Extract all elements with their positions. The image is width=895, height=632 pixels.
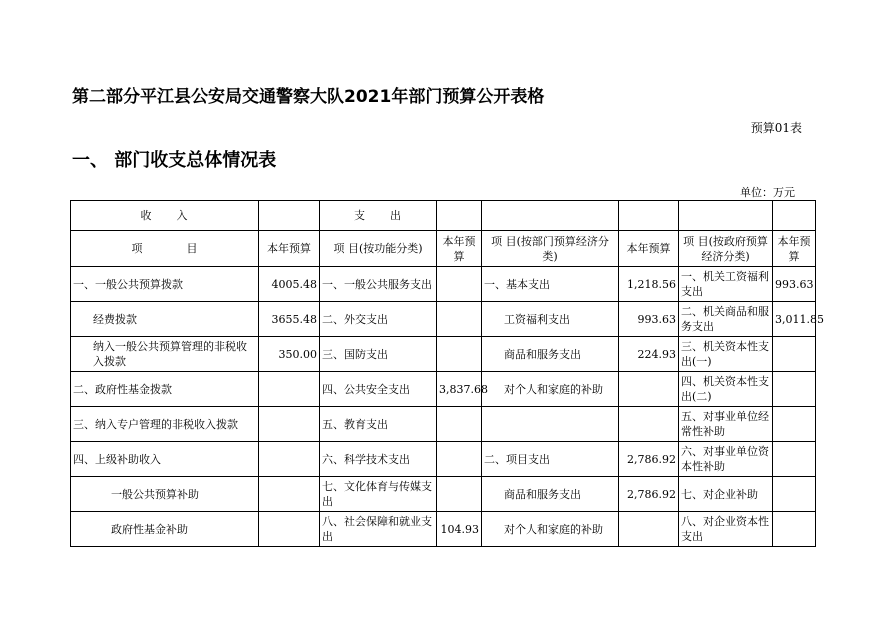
group-header-row bbox=[71, 201, 816, 231]
col-header-gov-item: 项 目(按政府预算经济分类) bbox=[679, 231, 773, 267]
income-amount-cell bbox=[259, 477, 320, 512]
dept-amount-cell: 2,786.92 bbox=[619, 442, 679, 477]
income-group-header: 收 入 bbox=[71, 201, 259, 231]
dept-amount-cell: 224.93 bbox=[619, 337, 679, 372]
gov-item-cell: 五、对事业单位经常性补助 bbox=[679, 407, 773, 442]
dept-item-cell: 商品和服务支出 bbox=[482, 477, 619, 512]
blank-header-cell bbox=[259, 201, 320, 231]
dept-item-cell: 工资福利支出 bbox=[482, 302, 619, 337]
table-row bbox=[71, 407, 816, 442]
expense-group-header: 支 出 bbox=[320, 201, 437, 231]
col-header-func-item: 项 目(按功能分类) bbox=[320, 231, 437, 267]
dept-amount-cell: 1,218.56 bbox=[619, 267, 679, 302]
gov-item-cell: 六、对事业单位资本性补助 bbox=[679, 442, 773, 477]
col-header-dept-amount: 本年预算 bbox=[619, 231, 679, 267]
col-header-gov-amount: 本年预算 bbox=[773, 231, 816, 267]
income-amount-cell: 350.00 bbox=[259, 337, 320, 372]
dept-amount-cell: 993.63 bbox=[619, 302, 679, 337]
income-item-cell: 三、纳入专户管理的非税收入拨款 bbox=[71, 407, 259, 442]
section-title: 一、 部门收支总体情况表 bbox=[72, 150, 277, 171]
income-amount-cell bbox=[259, 407, 320, 442]
gov-amount-cell bbox=[773, 477, 816, 512]
dept-amount-cell bbox=[619, 512, 679, 547]
func-item-cell: 六、科学技术支出 bbox=[320, 442, 437, 477]
table-row bbox=[71, 372, 816, 407]
func-item-cell: 八、社会保障和就业支出 bbox=[320, 512, 437, 547]
gov-item-cell: 七、对企业补助 bbox=[679, 477, 773, 512]
blank-header-cell bbox=[482, 201, 619, 231]
blank-header-cell bbox=[437, 201, 482, 231]
func-item-cell: 三、国防支出 bbox=[320, 337, 437, 372]
income-amount-cell: 4005.48 bbox=[259, 267, 320, 302]
income-amount-cell bbox=[259, 442, 320, 477]
form-number: 预算01表 bbox=[750, 121, 802, 135]
income-item-cell: 纳入一般公共预算管理的非税收入拨款 bbox=[71, 337, 259, 372]
func-item-cell: 五、教育支出 bbox=[320, 407, 437, 442]
table-row bbox=[71, 267, 816, 302]
income-item-cell: 二、政府性基金拨款 bbox=[71, 372, 259, 407]
gov-amount-cell bbox=[773, 372, 816, 407]
gov-item-cell: 四、机关资本性支出(二) bbox=[679, 372, 773, 407]
func-amount-cell bbox=[437, 337, 482, 372]
gov-amount-cell: 3,011.85 bbox=[773, 302, 816, 337]
gov-amount-cell bbox=[773, 407, 816, 442]
document-title: 第二部分平江县公安局交通警察大队2021年部门预算公开表格 bbox=[72, 87, 545, 107]
dept-item-cell bbox=[482, 407, 619, 442]
func-amount-cell: 3,837.68 bbox=[437, 372, 482, 407]
gov-amount-cell bbox=[773, 337, 816, 372]
dept-item-cell: 二、项目支出 bbox=[482, 442, 619, 477]
func-amount-cell: 104.93 bbox=[437, 512, 482, 547]
unit-label: 单位：万元 bbox=[740, 186, 795, 199]
gov-item-cell: 二、机关商品和服务支出 bbox=[679, 302, 773, 337]
gov-amount-cell bbox=[773, 442, 816, 477]
func-item-cell: 七、文化体育与传媒支出 bbox=[320, 477, 437, 512]
budget-summary-table bbox=[70, 200, 824, 547]
func-amount-cell bbox=[437, 477, 482, 512]
func-amount-cell bbox=[437, 267, 482, 302]
func-item-cell: 一、一般公共服务支出 bbox=[320, 267, 437, 302]
table-row bbox=[71, 442, 816, 477]
dept-amount-cell bbox=[619, 407, 679, 442]
table-row bbox=[71, 512, 816, 547]
income-item-cell: 一般公共预算补助 bbox=[71, 477, 259, 512]
func-item-cell: 二、外交支出 bbox=[320, 302, 437, 337]
income-item-cell: 四、上级补助收入 bbox=[71, 442, 259, 477]
table-row bbox=[71, 337, 816, 372]
blank-header-cell bbox=[619, 201, 679, 231]
income-amount-cell: 3655.48 bbox=[259, 302, 320, 337]
gov-amount-cell bbox=[773, 512, 816, 547]
blank-header-cell bbox=[679, 201, 773, 231]
col-header-dept-item: 项 目(按部门预算经济分类) bbox=[482, 231, 619, 267]
func-amount-cell bbox=[437, 407, 482, 442]
table-row bbox=[71, 477, 816, 512]
income-amount-cell bbox=[259, 372, 320, 407]
func-amount-cell bbox=[437, 302, 482, 337]
column-header-row bbox=[71, 231, 816, 267]
col-header-func-amount: 本年预算 bbox=[437, 231, 482, 267]
dept-item-cell: 商品和服务支出 bbox=[482, 337, 619, 372]
dept-item-cell: 一、基本支出 bbox=[482, 267, 619, 302]
gov-amount-cell: 993.63 bbox=[773, 267, 816, 302]
col-header-income-amount: 本年预算 bbox=[259, 231, 320, 267]
table-row bbox=[71, 302, 816, 337]
dept-amount-cell: 2,786.92 bbox=[619, 477, 679, 512]
gov-item-cell: 一、机关工资福利支出 bbox=[679, 267, 773, 302]
blank-header-cell bbox=[773, 201, 816, 231]
col-header-income-item: 项 目 bbox=[71, 231, 259, 267]
func-item-cell: 四、公共安全支出 bbox=[320, 372, 437, 407]
dept-amount-cell bbox=[619, 372, 679, 407]
income-item-cell: 经费拨款 bbox=[71, 302, 259, 337]
dept-item-cell: 对个人和家庭的补助 bbox=[482, 372, 619, 407]
dept-item-cell: 对个人和家庭的补助 bbox=[482, 512, 619, 547]
income-amount-cell bbox=[259, 512, 320, 547]
income-item-cell: 一、一般公共预算拨款 bbox=[71, 267, 259, 302]
gov-item-cell: 八、对企业资本性支出 bbox=[679, 512, 773, 547]
func-amount-cell bbox=[437, 442, 482, 477]
income-item-cell: 政府性基金补助 bbox=[71, 512, 259, 547]
gov-item-cell: 三、机关资本性支出(一) bbox=[679, 337, 773, 372]
